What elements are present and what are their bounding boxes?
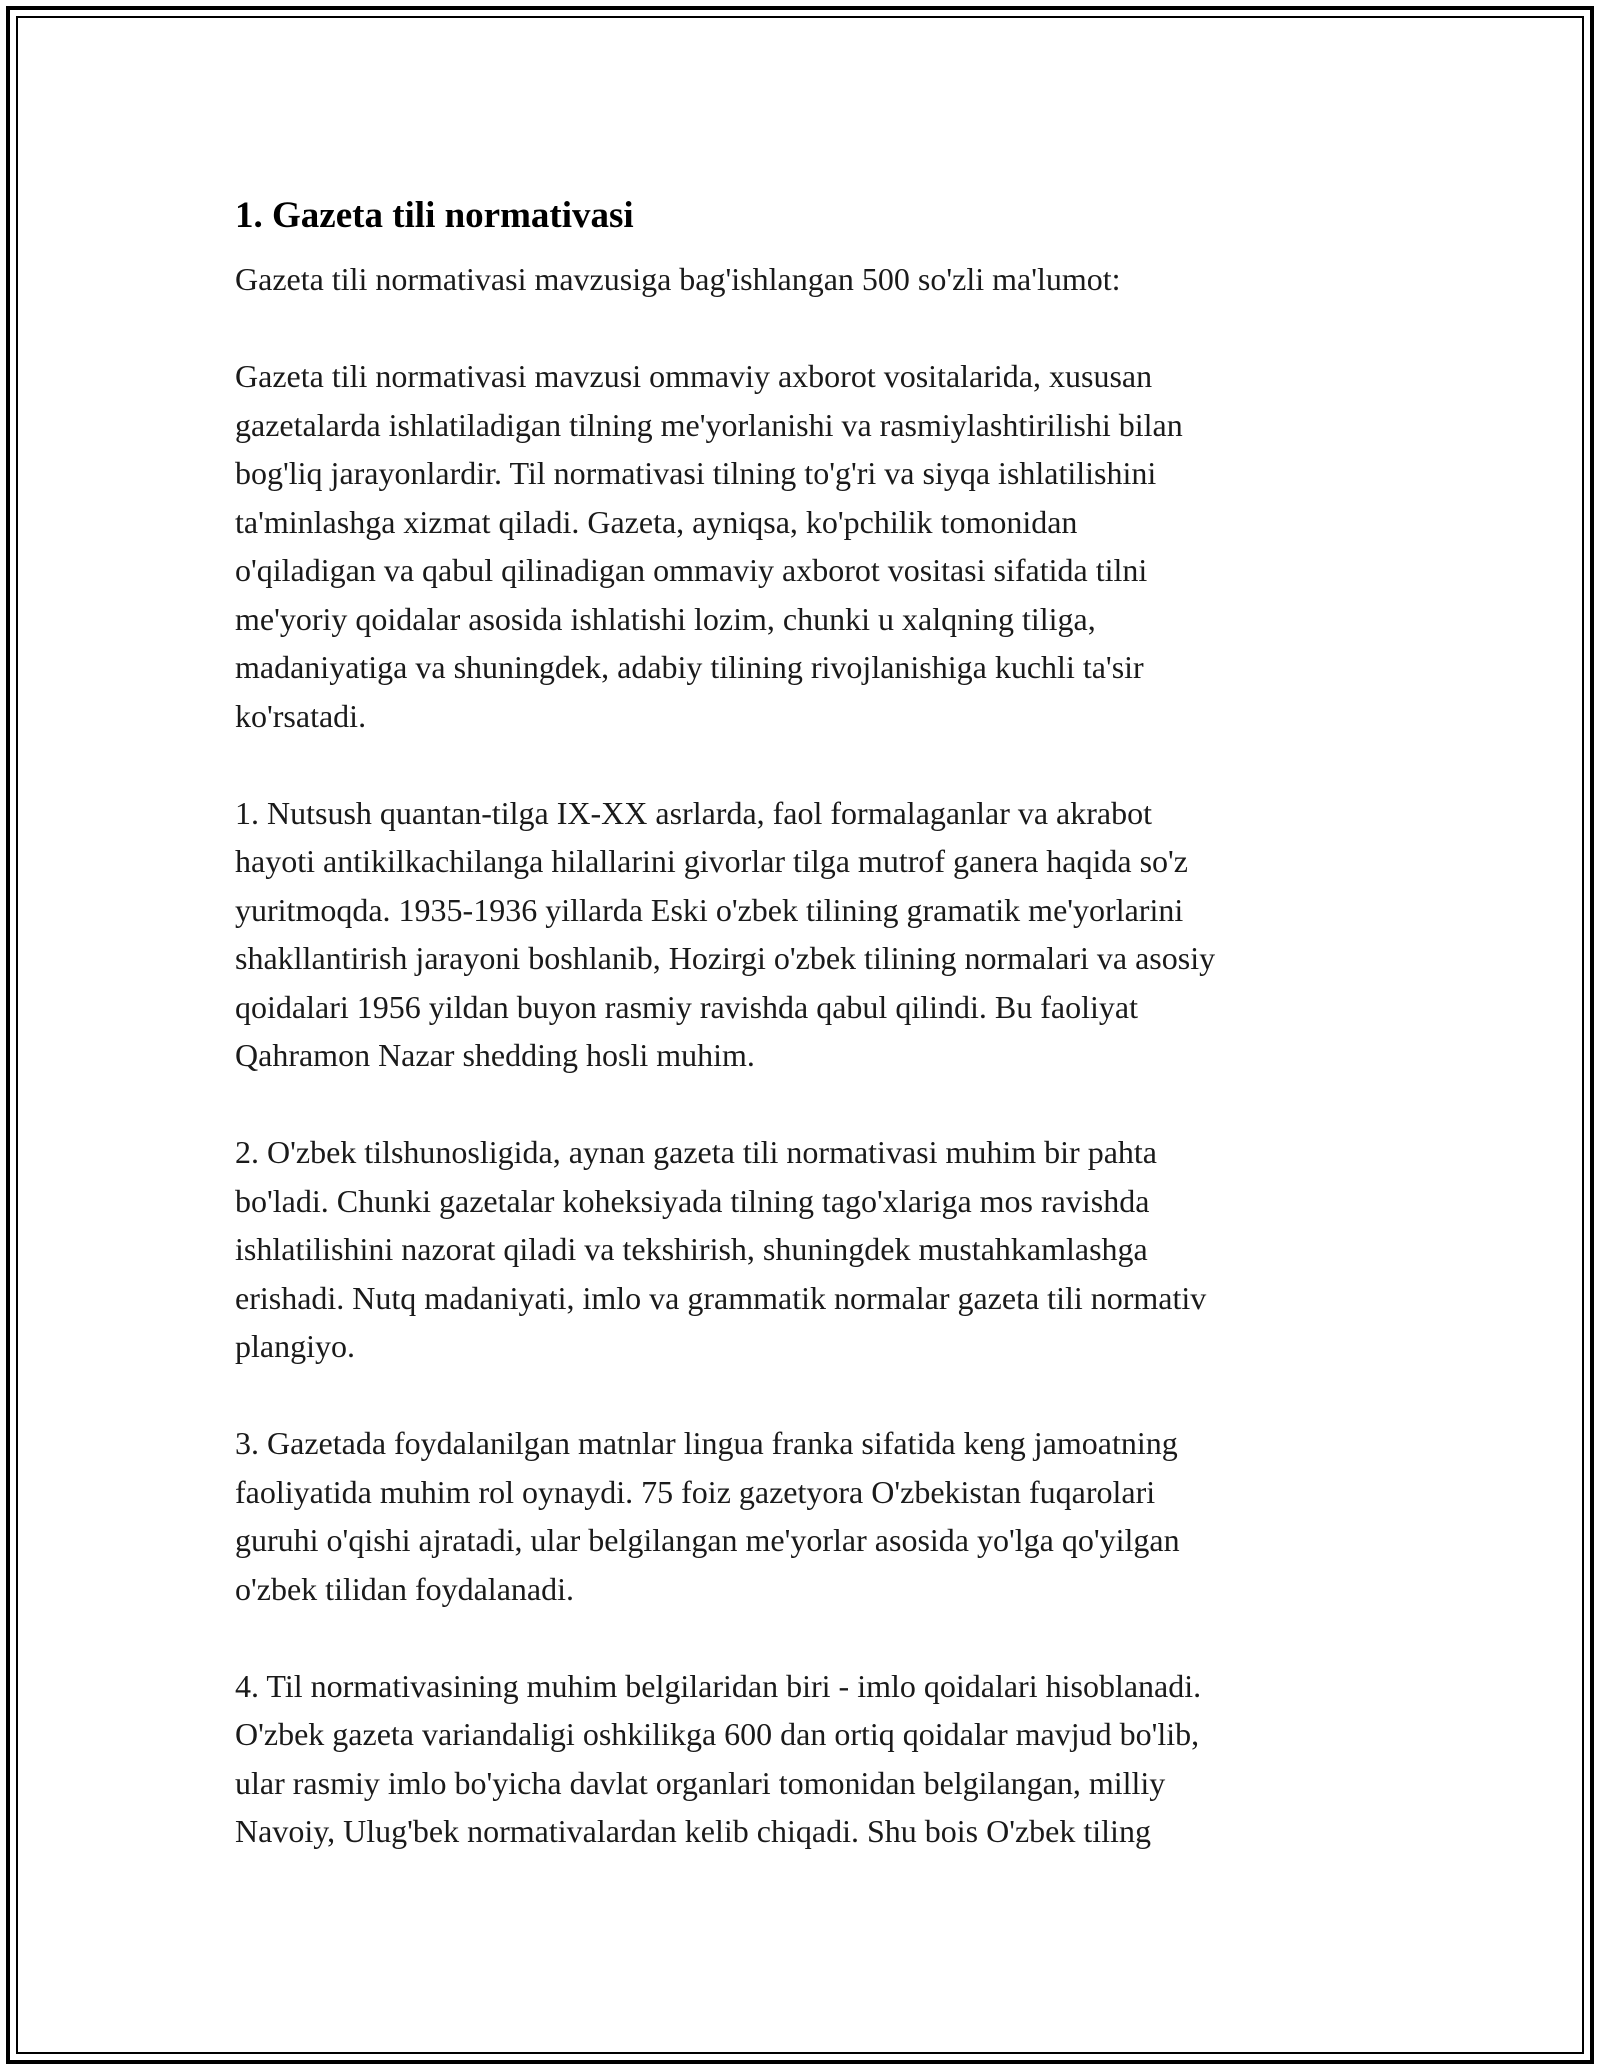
text-line: me'yoriy qoidalar asosida ishlatishi lozim, chunki u xalqning tiliga, — [235, 600, 1096, 637]
text-line: o'zbek tilidan foydalanadi. — [235, 1570, 574, 1607]
text-line: bo'ladi. Chunki gazetalar koheksiyada tilning tago'xlariga mos ravishda — [235, 1182, 1150, 1219]
text-line: madaniyatiga va shuningdek, adabiy tilining rivojlanishiga kuchli ta'sir — [235, 649, 1144, 685]
text-line: O'zbek gazeta variandaligi oshkilikga 600 dan ortiq qoidalar mavjud bo'lib, — [235, 1716, 1200, 1752]
paragraph-point-2 — [235, 1128, 1415, 1371]
paragraph-point-3 — [235, 1419, 1415, 1613]
text-line: 2. O'zbek tilshunosligida, aynan gazeta tili normativasi muhim bir pahta — [235, 1134, 1157, 1170]
paragraph-overview — [235, 352, 1415, 740]
text-line: shakllantirish jarayoni boshlanib, Hozirgi o'zbek tilining normalari va asosiy — [235, 940, 1216, 976]
text-line: yuritmoqda. 1935-1936 yillarda Eski o'zbek tilining gramatik me'yorlarini — [235, 891, 1184, 928]
text-line: bog'liq jarayonlardir. Til normativasi tilning to'g'ri va siyqa ishlatilishini — [235, 455, 1157, 491]
text-line: plangiyo. — [235, 1328, 355, 1364]
text-line: Gazeta tili normativasi mavzusi ommaviy axborot vositalarida, xususan — [235, 358, 1153, 394]
text-line: o'qiladigan va qabul qilinadigan ommaviy axborot vositasi sifatida tilni — [235, 552, 1148, 588]
text-line: faoliyatida muhim rol oynaydi. 75 foiz gazetyora O'zbekistan fuqarolari — [235, 1473, 1156, 1510]
text-line: ular rasmiy imlo bo'yicha davlat organlari tomonidan belgilangan, milliy — [235, 1764, 1166, 1801]
paragraph-point-4 — [235, 1662, 1415, 1856]
text-line: ishlatilishini nazorat qiladi va tekshirish, shuningdek mustahkamlashga — [235, 1231, 1148, 1267]
text-line: Gazeta tili normativasi mavzusiga bag'ishlangan 500 so'zli ma'lumot: — [235, 261, 1121, 297]
document-body — [235, 183, 1415, 1904]
text-line: gazetalarda ishlatiladigan tilning me'yorlanishi va rasmiylashtirilishi bilan — [235, 406, 1183, 443]
text-line: qoidalari 1956 yildan buyon rasmiy ravishda qabul qilindi. Bu faoliyat — [235, 988, 1138, 1025]
text-line: Qahramon Nazar shedding hosli muhim. — [235, 1037, 755, 1073]
paragraph-intro — [235, 255, 1415, 304]
text-line: 4. Til normativasining muhim belgilaridan biri - imlo qoidalari hisoblanadi. — [235, 1667, 1202, 1704]
text-line: erishadi. Nutq madaniyati, imlo va grammatik normalar gazeta tili normativ — [235, 1279, 1207, 1316]
text-line: ko'rsatadi. — [235, 697, 367, 734]
text-line: 1. Nutsush quantan-tilga IX-XX asrlarda, faol formalaganlar va akrabot — [235, 794, 1152, 831]
text-line: guruhi o'qishi ajratadi, ular belgilangan me'yorlar asosida yo'lga qo'yilgan — [235, 1522, 1180, 1558]
paragraph-point-1 — [235, 789, 1415, 1080]
section-heading: 1. Gazeta tili normativasi — [235, 195, 634, 236]
text-line: hayoti antikilkachilanga hilallarini givorlar tilga mutrof ganera haqida so'z — [235, 843, 1188, 879]
text-line: Navoiy, Ulug'bek normativalardan kelib chiqadi. Shu bois O'zbek tiling — [235, 1813, 1151, 1849]
text-line: ta'minlashga xizmat qiladi. Gazeta, ayniqsa, ko'pchilik tomonidan — [235, 503, 1078, 540]
text-line: 3. Gazetada foydalanilgan matnlar lingua franka sifatida keng jamoatning — [235, 1425, 1178, 1461]
